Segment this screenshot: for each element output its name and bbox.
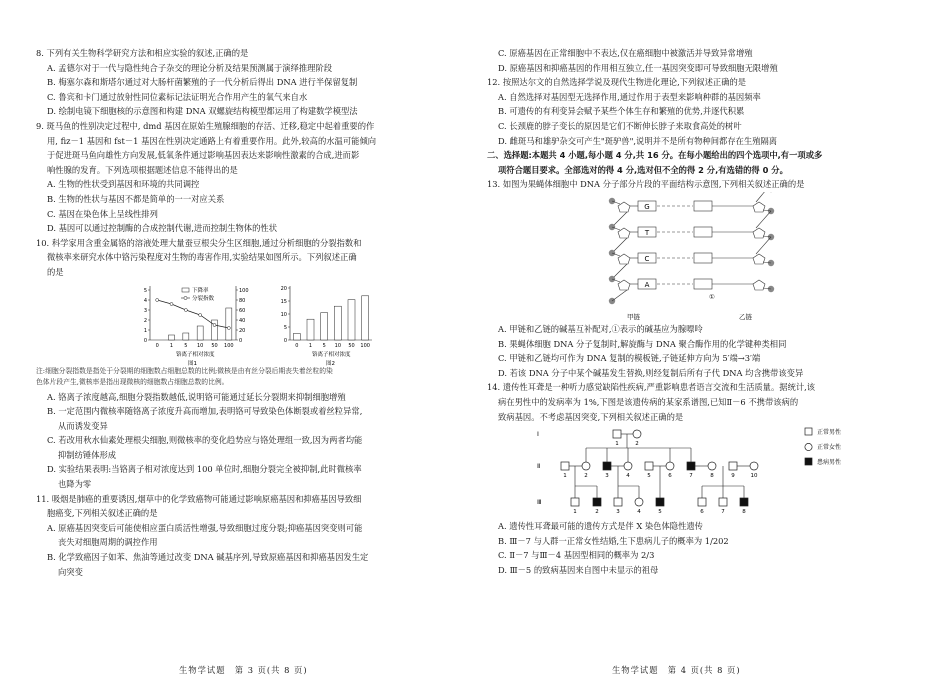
- legend-normal-male-symbol: [805, 428, 812, 435]
- sugar-right: [753, 202, 765, 212]
- q9-stem-line3: 于促进斑马鱼向雄性方向发展,低氧条件通过影响基因表达来影响性激素的合成,进而影: [47, 150, 360, 161]
- pedigree-id: 4: [637, 509, 641, 516]
- legend-normal-female: 正常女性: [817, 444, 842, 452]
- q9-stem-line1: 9. 斑马鱼的性别决定过程中, dmd 基因在原始生殖腺细胞的存活、迁移,稳定中起着重要的作: [36, 120, 375, 131]
- figure-1: [95, 280, 288, 366]
- fig1-point: [184, 308, 187, 311]
- q13-option-b: B. 果蝇体细胞 DNA 分子复制时,解旋酶与 DNA 聚合酶作用的化学键种类相同: [498, 338, 787, 349]
- III-6: [698, 498, 706, 506]
- fig1-right-tick-label: 40: [239, 317, 246, 324]
- III-4: [635, 498, 643, 506]
- q11-option-b-line2: 向突变: [58, 566, 83, 577]
- fig1-point: [199, 313, 202, 316]
- fig1-left-tick-label: 5: [143, 287, 147, 294]
- generation-label: Ⅱ: [537, 462, 541, 471]
- legend-mitotic-index: 分裂指数: [192, 295, 215, 302]
- fig1-bar: [169, 335, 175, 340]
- II-6: [666, 462, 674, 470]
- base-left-label: A: [644, 280, 650, 289]
- fig1-right-tick-label: 20: [239, 327, 246, 334]
- pedigree-id: 8: [710, 473, 714, 480]
- pedigree-id: 2: [595, 509, 599, 516]
- fig1-x-tick-label: 50: [211, 342, 218, 349]
- backbone-right: [756, 192, 771, 202]
- fig1-point: [227, 326, 230, 329]
- section-2-header: [487, 148, 907, 177]
- fig1-x-tick-label: 0: [155, 342, 159, 349]
- right-column: [487, 46, 907, 577]
- pedigree-id: 7: [689, 473, 693, 480]
- fig2-x-tick-label: 1: [308, 342, 313, 349]
- q8-option-b: B. 梅塞尔森和斯塔尔通过对大肠杆菌繁殖的子一代分析后得出 DNA 进行半保留复制: [47, 77, 358, 88]
- backbone-left-end: [612, 290, 627, 301]
- III-8: [740, 498, 748, 506]
- pedigree-id: 1: [615, 441, 619, 448]
- q10-option-b-line2: 从而诱发变异: [58, 420, 108, 431]
- fig1-xlabel: 铬离子相对浓度: [176, 351, 215, 358]
- q13-option-d: D. 若该 DNA 分子中某个碱基发生替换,则经复制后所有子代 DNA 均含携带该变异: [498, 367, 804, 378]
- base-right: [694, 253, 712, 263]
- fig2-bar: [307, 319, 314, 340]
- fig2-x-tick-label: 5: [322, 342, 326, 349]
- fig2-marks: [281, 286, 370, 349]
- q11-option-a-line1: A. 原癌基因突变后可能使相应蛋白质活性增强,导致细胞过度分裂;抑癌基因突变则可能: [47, 522, 363, 533]
- base-mark-1: ①: [709, 292, 715, 301]
- question-13: [487, 177, 907, 380]
- left-column: [36, 46, 438, 579]
- I-2: [633, 430, 641, 438]
- generation-label: Ⅲ: [537, 498, 542, 507]
- q10-option-d-line2: 也降为零: [58, 479, 92, 490]
- fig2-tick-label: 5: [283, 324, 287, 331]
- fig1-bar: [212, 320, 218, 340]
- legend-marker: [184, 296, 187, 299]
- fig2-tick-label: 15: [280, 298, 287, 305]
- backbone-right: [756, 237, 771, 254]
- legend-normal-male: 正常男性: [817, 429, 842, 437]
- q11-stem-line2: 胞癌变,下列相关叙述正确的是: [47, 508, 158, 519]
- q14-stem-line2: 病在男性中的发病率为 1%,下图是该遗传病的某家系谱图,已知Ⅱ－6 不携带该病的: [498, 396, 799, 407]
- question-10: [36, 236, 438, 492]
- fig1-right-tick-label: 0: [239, 337, 243, 344]
- q10-option-a: A. 铬离子浓度越高,细胞分裂指数越低,说明铬可能通过延长分裂期来抑制细胞增殖: [47, 391, 346, 402]
- fig2-tick-label: 20: [280, 285, 287, 292]
- base-left-label: G: [644, 202, 650, 211]
- fig2-bar: [334, 306, 341, 340]
- q10-figures: [36, 280, 438, 366]
- base-left-label: C: [644, 254, 650, 263]
- fig1-title: 图1: [188, 360, 197, 366]
- fig1-right-tick-label: 100: [239, 287, 249, 294]
- q11-stem-line1: 11. 吸烟是肺癌的重要诱因,烟草中的化学致癌物可能通过影响原癌基因和抑癌基因导致细: [36, 493, 362, 504]
- section-2-line2: 项符合题目要求。全部选对的得 4 分,选对但不全的得 2 分,有选错的得 0 分。: [498, 164, 788, 175]
- q12-option-d: D. 雌斑马和雄驴杂交可产生"斑驴兽",说明并不是所有物种间都存在生殖隔离: [498, 135, 778, 146]
- strand-2-label: 乙链: [739, 312, 752, 321]
- pedigree: [537, 430, 758, 515]
- II-3: [603, 462, 611, 470]
- fig1-bar: [197, 326, 203, 340]
- pedigree-id: 7: [721, 509, 725, 516]
- fig1-right-tick-label: 60: [239, 307, 246, 314]
- legend-normal-female-symbol: [805, 443, 812, 450]
- fig2-bar: [362, 295, 369, 339]
- q9-option-c: C. 基因在染色体上呈线性排列: [47, 208, 158, 219]
- q14-option-b: B. Ⅲ－7 与人群一正常女性结婚,生下患病儿子的概率为 1/202: [498, 535, 729, 546]
- section-2-line1: 二、选择题:本题共 4 小题,每小题 4 分,共 16 分。在每小题给出的四个选项中,有一项或多: [487, 150, 823, 161]
- base-left-label: T: [644, 228, 650, 237]
- fig1-x-tick-label: 100: [224, 342, 234, 349]
- pedigree-id: 5: [658, 509, 662, 516]
- fig1-point: [170, 302, 173, 305]
- figure-2: [236, 286, 372, 366]
- q8-stem: 8. 下列有关生物科学研究方法和相应实验的叙述,正确的是: [36, 48, 249, 58]
- question-8: [36, 46, 438, 119]
- fig1-x-tick-label: 10: [196, 342, 204, 349]
- q13-option-c: C. 甲链和乙链均可作为 DNA 复制的模板链,子链延伸方向为 5′端→3′端: [498, 353, 761, 364]
- fig1-bar: [183, 333, 189, 340]
- fig1-legend: [181, 286, 215, 302]
- q12-stem: 12. 按照达尔文的自然选择学说及现代生物进化理论,下列叙述正确的是: [487, 77, 747, 88]
- fig1-right-tick-label: 80: [239, 297, 246, 304]
- backbone-right: [756, 211, 771, 228]
- q11-option-a-line2: 丧失对细胞周期的调控作用: [58, 537, 158, 548]
- sugar-left: [618, 254, 630, 264]
- base-right: [694, 227, 712, 237]
- q10-note-line1: 注:细胞分裂指数是指处于分裂期的细胞数占细胞总数的比例;微核是由有丝分裂后期丧失着丝粒的染: [36, 366, 333, 375]
- q11-option-b-line1: B. 化学致癌因子如苯、焦油等通过改变 DNA 碱基序列,导致原癌基因和抑癌基因发生定: [47, 552, 369, 563]
- pedigree-legend: [805, 428, 841, 466]
- legend-decline-rate: 下降率: [192, 287, 209, 294]
- q8-option-d: D. 绘制电镜下细胞核的示意图和构建 DNA 双螺旋结构模型都运用了构建数学模型法: [47, 106, 358, 117]
- sugar-left: [618, 228, 630, 238]
- pedigree-id: 2: [584, 473, 588, 480]
- pedigree-id: 3: [605, 473, 609, 480]
- q11-option-d: D. 原癌基因和抑癌基因的作用相互独立,任一基因突变即可导致细胞无限增殖: [498, 62, 778, 73]
- II-10: [750, 462, 758, 470]
- q10-stem-line1: 10. 科学家用含重金属铬的溶液处理大量蚕豆根尖分生区细胞,通过分析细胞的分裂指数和: [36, 237, 362, 248]
- q9-option-d: D. 基因可以通过控制酶的合成控制代谢,进而控制生物体的性状: [47, 223, 277, 234]
- fig1-left-tick-label: 3: [143, 307, 147, 314]
- q12-option-b: B. 可遗传的有利变异会赋予某些个体生存和繁殖的优势,并逐代积累: [498, 106, 745, 117]
- pedigree-chart: [487, 424, 907, 519]
- I-1: [613, 430, 621, 438]
- q10-stem-line3: 的是: [47, 266, 64, 277]
- q12-option-a: A. 自然选择对基因型无选择作用,通过作用于表型来影响种群的基因频率: [498, 91, 761, 102]
- q9-stem-line4: 响性腺的发育。下列选项根据题述信息不能得出的是: [47, 164, 238, 175]
- q14-option-a: A. 遗传性耳聋最可能的遗传方式是伴 X 染色体隐性遗传: [498, 521, 703, 532]
- sugar-left: [618, 202, 630, 212]
- q12-option-c: C. 长颈鹿的脖子变长的原因是它们不断伸长脖子来取食高处的树叶: [498, 120, 742, 131]
- legend-bar-swatch: [182, 288, 189, 292]
- question-9: [36, 119, 438, 236]
- q10-option-c-line1: C. 若改用秋水仙素处理根尖细胞,则微核率的变化趋势应与铬处理组一致,因为两者均能: [47, 435, 363, 446]
- pedigree-id: 3: [616, 509, 620, 516]
- q10-stem-line2: 微核率来研究水体中铬污染程度对生物的毒害作用,实验结果如图所示。下列叙述正确: [47, 252, 357, 263]
- fig1-line: [157, 300, 229, 328]
- fig1-left-tick-label: 4: [143, 297, 147, 304]
- fig2-x-tick-label: 50: [348, 342, 355, 349]
- pedigree-id: 2: [635, 441, 639, 448]
- q14-option-c: C. Ⅱ－7 与Ⅲ－4 基因型相同的概率为 2/3: [498, 550, 655, 561]
- pedigree-id: 4: [626, 473, 630, 480]
- page-footer-right: 生物学试题 第 4 页(共 8 页): [612, 665, 741, 675]
- II-9: [729, 462, 737, 470]
- fig2-x-tick-label: 100: [360, 342, 370, 349]
- q10-note-line2: 色体片段产生,微核率是指出现微核的细胞数占细胞总数的比例。: [36, 377, 229, 386]
- fig1-point: [213, 323, 216, 326]
- q8-option-c: C. 鲁宾和卡门通过放射性同位素标记法证明光合作用产生的氧气来自水: [47, 91, 308, 102]
- question-11: [36, 492, 438, 580]
- generation-label: Ⅰ: [537, 430, 539, 439]
- pedigree-id: 9: [731, 473, 735, 480]
- q10-option-b-line1: B. 一定范围内微核率随铬离子浓度升高而增加,表明铬可导致染色体断裂或着丝粒异常,: [47, 406, 363, 417]
- q13-option-a: A. 甲链和乙链的碱基互补配对,①表示的碱基应为腺嘌呤: [498, 323, 703, 334]
- fig2-tick-label: 10: [280, 311, 287, 318]
- II-8: [708, 462, 716, 470]
- question-14: [487, 380, 907, 577]
- page-4: [475, 0, 950, 688]
- II-4: [624, 462, 632, 470]
- fig2-xlabel: 铬离子相对浓度: [312, 351, 351, 358]
- q14-stem-line1: 14. 遗传性耳聋是一种听力感觉缺陷性疾病,严重影响患者语言交流和生活质量。据统计,该: [487, 382, 816, 393]
- fig1-x-tick-label: 5: [184, 342, 188, 349]
- fig2-bar: [321, 312, 328, 339]
- dna-ladder: [609, 192, 774, 304]
- III-7: [719, 498, 727, 506]
- fig1-left-tick-label: 0: [143, 337, 147, 344]
- sugar-right: [753, 228, 765, 238]
- pedigree-id: 10: [750, 473, 758, 480]
- II-7: [687, 462, 695, 470]
- q9-option-a: A. 生物的性状受到基因和环境的共同调控: [47, 179, 200, 190]
- fig1-left-tick-label: 1: [143, 327, 147, 334]
- pedigree-id: 8: [742, 509, 746, 516]
- fig2-x-tick-label: 10: [334, 342, 342, 349]
- strand-1-label: 甲链: [627, 312, 640, 321]
- q9-option-b: B. 生物的性状与基因不都是简单的一一对应关系: [47, 193, 225, 204]
- base-right: [694, 279, 712, 289]
- fig1-x-tick-label: 1: [169, 342, 174, 349]
- question-12: [487, 75, 907, 148]
- base-right: [694, 201, 712, 211]
- fig2-bar: [348, 299, 355, 339]
- pedigree-id: 6: [700, 509, 704, 516]
- sugar-right: [753, 254, 765, 264]
- q14-option-d: D. Ⅲ－5 的致病基因来自图中未显示的祖母: [498, 564, 659, 575]
- legend-affected-male-symbol: [805, 458, 812, 465]
- III-2: [593, 498, 601, 506]
- pedigree-id: 1: [573, 509, 577, 516]
- q10-option-d-line1: D. 实验结果表明:当铬离子相对浓度达到 100 单位时,细胞分裂完全被抑制,此时微核率: [47, 464, 362, 475]
- q14-stem-line3: 致病基因。不考虑基因突变,下列相关叙述正确的是: [498, 411, 684, 422]
- sugar-right: [753, 280, 765, 290]
- fig2-title: 图2: [326, 360, 335, 366]
- dna-structure-diagram: [487, 192, 907, 322]
- II-5: [645, 462, 653, 470]
- q9-stem-line2: 用, fiz－1 基因和 fst－1 基因在性别决定通路上有着重要作用。此外,较高的水温可能倾向: [47, 135, 377, 146]
- page-footer-left: 生物学试题 第 3 页(共 8 页): [179, 665, 308, 675]
- fig1-left-tick-label: 2: [143, 317, 147, 324]
- q8-option-a: A. 孟德尔对于一代与隐性纯合子杂交的理论分析及结果预测属于演绎推理阶段: [47, 62, 333, 73]
- sugar-left: [618, 280, 630, 290]
- q13-stem: 13. 如图为果蝇体细胞中 DNA 分子部分片段的平面结构示意图,下列相关叙述正确的是: [487, 179, 805, 190]
- III-3: [614, 498, 622, 506]
- legend-affected-male: 患病男性: [817, 459, 842, 467]
- II-1: [561, 462, 569, 470]
- question-11-continued: [487, 46, 907, 75]
- fig2-tick-label: 0: [283, 337, 287, 344]
- III-5: [656, 498, 664, 506]
- fig2-bar: [293, 333, 300, 340]
- fig1-bar: [226, 308, 232, 340]
- q11-option-c: C. 原癌基因在正常细胞中不表达,仅在癌细胞中被激活并导致异常增殖: [498, 48, 753, 58]
- III-1: [571, 498, 579, 506]
- pedigree-id: 1: [563, 473, 567, 480]
- q10-option-c-line2: 抑制纺锤体形成: [58, 449, 117, 460]
- fig1-point: [156, 298, 159, 301]
- pedigree-id: 6: [668, 473, 672, 480]
- pedigree-id: 5: [647, 473, 651, 480]
- fig2-x-tick-label: 0: [295, 342, 299, 349]
- II-2: [582, 462, 590, 470]
